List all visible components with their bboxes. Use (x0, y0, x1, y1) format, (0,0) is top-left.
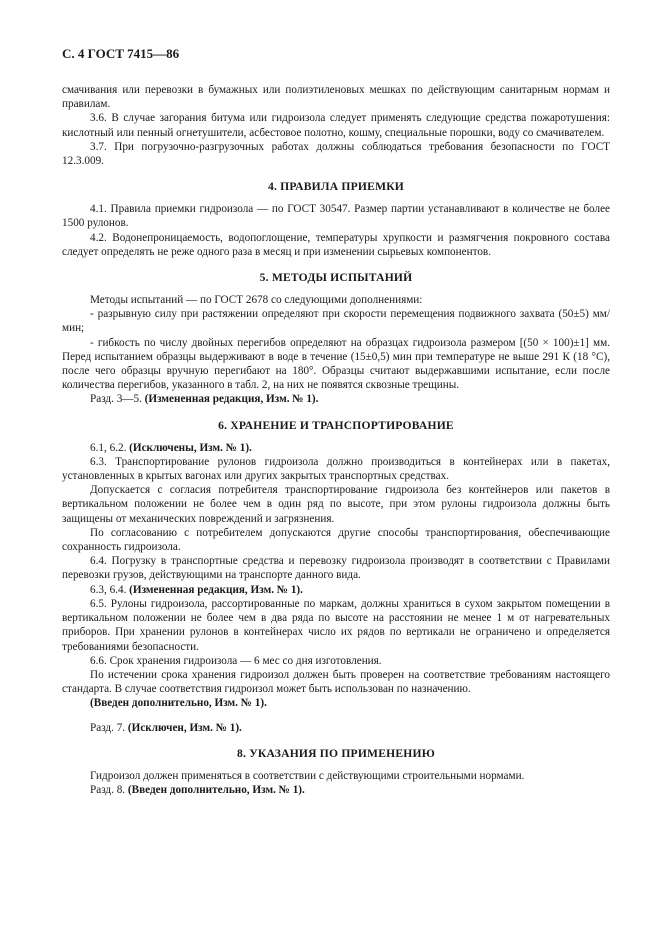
paragraph: смачивания или перевозки в бумажных или полиэтиленовых мешках по действующим санитарным нормам и правилам. (62, 84, 610, 111)
section-7-note: Разд. 7. (Исключен, Изм. № 1). (90, 721, 242, 734)
paragraph-4-2: 4.2. Водонепроницаемость, водопоглощение, температуры хрупкости и размягчения покровного состава следует определять не реже одного раза в месяц и при изменении сырьевых компонентов. (62, 231, 610, 258)
paragraph-6-6: 6.6. Срок хранения гидроизола — 6 мес со дня изготовления. (90, 654, 382, 667)
document-page (62, 46, 610, 797)
paragraph-8-1: Гидроизол должен применяться в соответствии с действующими строительными нормами. (90, 769, 525, 782)
running-header: С. 4 ГОСТ 7415—86 (62, 46, 180, 61)
section-8-heading: 8. УКАЗАНИЯ ПО ПРИМЕНЕНИЮ (237, 746, 435, 760)
paragraph-6-6b: По истечении срока хранения гидроизол должен быть проверен на соответствие требованиям настоящего стандарта. В случае соответствия гидроизол может быть использован по назначению. (62, 668, 610, 696)
section-6-heading: 6. ХРАНЕНИЕ И ТРАНСПОРТИРОВАНИЕ (218, 418, 454, 432)
paragraph-3-7: 3.7. При погрузочно-разгрузочных работах должны соблюдаться требования безопасности по ГОСТ 12.3.009. (62, 140, 610, 168)
paragraph-5-tensile: - разрывную силу при растяжении определяют при скорости перемещения подвижного захвата (50±5) мм/мин; (62, 308, 610, 335)
paragraph-3-6: 3.6. В случае загорания битума или гидроизола следует применять следующие средства пожаротушения: кислотный или пенный огнетушители, асбестовое полотно, кошму, специальные порошки, воду со смачивателем. (62, 112, 610, 139)
paragraph-5-intro: Методы испытаний — по ГОСТ 2678 со следующими дополнениями: (90, 294, 423, 307)
amendment-note-6-6: (Введен дополнительно, Изм. № 1). (90, 697, 267, 710)
paragraph-6-4: 6.4. Погрузку в транспортные средства и перевозку гидроизола производят в соответствии с Правилами перевозки грузов, действующими на транспорте данного вида. (62, 555, 610, 582)
section-4-heading: 4. ПРАВИЛА ПРИЕМКИ (267, 180, 405, 194)
paragraph-6-3: 6.3. Транспортирование рулонов гидроизола должно производиться в контейнерах или в пакетах, установленных в крытых вагонах или других закрытых транспортных средствах. (62, 455, 610, 483)
paragraph-5-flexibility: - гибкость по числу двойных перегибов определяют на образцах гидроизола размером [(50 × 100)±1] мм. Перед испытанием образцы выдерживают в воде в течение (15±0,5) мин при температуре не выше 291 К (18 °С), после чего образцы вручную перегибают на 180°. Образцы считают выдержавшими испытание, если после количества перегибов, указанного в табл. 2, на них не появятся сквозные трещины. (62, 336, 610, 392)
paragraph-6-3b: Допускается с согласия потребителя транспортирование гидроизола без контейнеров или пакетов в вертикальном положении не более чем в один ряд по высоте, при этом рулоны гидроизола должны быть защищены от механических повреждений и загрязнения. (62, 484, 610, 525)
paragraph-6-1: 6.1, 6.2. (Исключены, Изм. № 1). (90, 441, 252, 454)
amendment-note-3-5: Разд. 3—5. (Измененная редакция, Изм. № 1). (90, 393, 319, 406)
section-5-heading: 5. МЕТОДЫ ИСПЫТАНИЙ (259, 271, 413, 285)
paragraph-6-3c: По согласованию с потребителем допускаются другие способы транспортирования, обеспечивающие сохранность гидроизола. (62, 526, 610, 554)
paragraph-6-5: 6.5. Рулоны гидроизола, рассортированные по маркам, должны храниться в сухом закрытом помещении в вертикальном положении не более чем в два ряда по высоте на расстоянии не менее 1 м от нагревательных приборов. При хранении рулонов в контейнерах число их рядов по вертикали не ограничено и определяется требованиями безопасности. (62, 597, 610, 653)
amendment-note-6-3-6-4: 6.3, 6.4. (Измененная редакция, Изм. № 1). (90, 583, 303, 596)
amendment-note-8: Разд. 8. (Введен дополнительно, Изм. № 1). (90, 783, 305, 796)
paragraph-4-1: 4.1. Правила приемки гидроизола — по ГОСТ 30547. Размер партии устанавливают в количестве не более 1500 рулонов. (62, 203, 610, 230)
